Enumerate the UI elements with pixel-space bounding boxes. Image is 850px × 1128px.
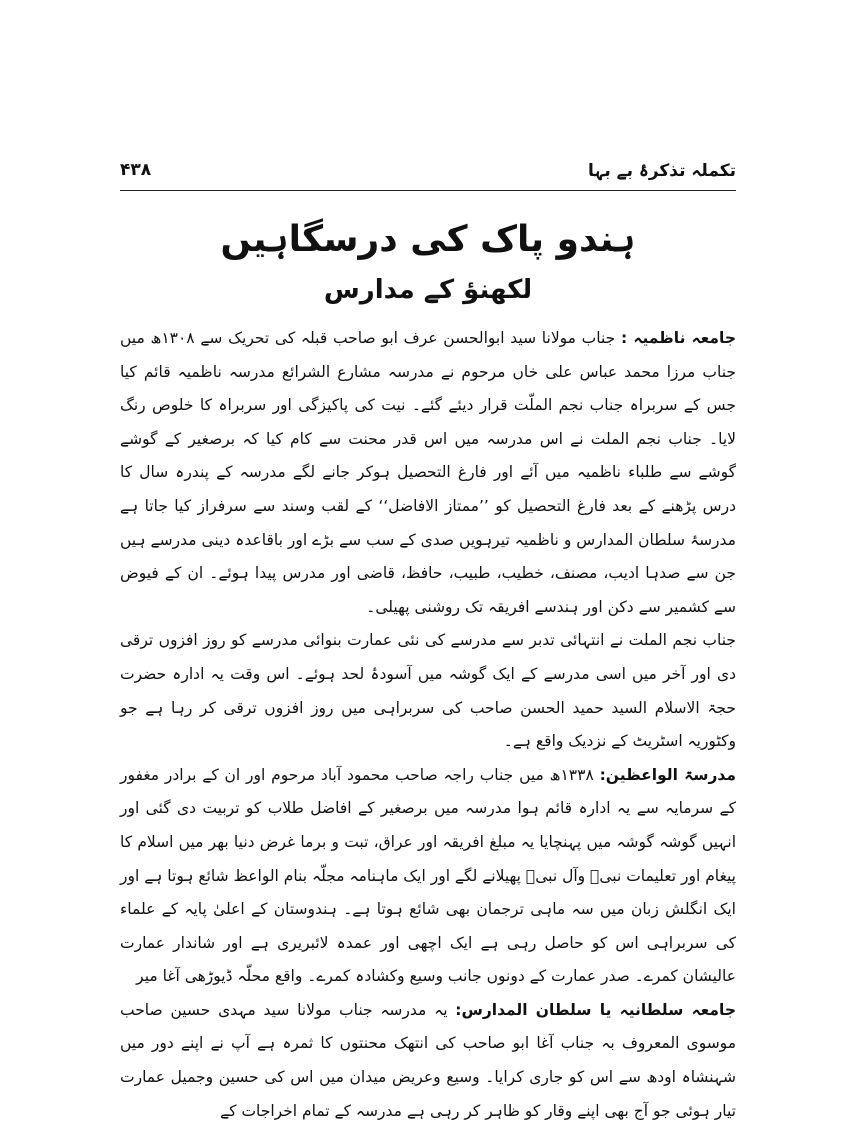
paragraph-text: جناب مولانا سید ابوالحسن عرف ابو صاحب قبلہ کی تحریک سے ۱۳۰۸ھ میں جناب مرزا محمد عباس علی خاں مرحوم نے مدرسہ مشارع الشرائع مدرسہ ناظمیہ قائم کیا جس کے سربراہ جناب نجم الملّت قرار دیئے گئے۔ نیت کی پاکیزگی اور سربراہ کا خلوص رنگ لایا۔ جناب نجم الملت نے اس مدرسہ میں اس قدر محنت سے کام کیا کہ برصغیر کے گوشے گوشے سے طلباء ناظمیہ میں آئے اور فارغ التحصیل ہوکر جانے لگے مدرسہ کے پندرہ سال کا درس پڑھنے کے بعد فارغ التحصیل کو ’’ممتاز الافاضل‘‘ کے لقب وسند سے سرفراز کیا جاتا ہے مدرسۂ سلطان المدارس و ناظمیہ تیرہویں صدی کے سب سے بڑے اور باقاعدہ دینی مدرسے ہیں جن سے صدہا ادیب، مصنف، خطیب، طبیب، حافظ، قاضی اور مدرس پیدا ہوئے۔ ان کے فیوض سے کشمیر سے دکن اور ہندسے افریقہ تک روشنی پھیلی۔ xyxy=(120,329,736,616)
chapter-title: ہندو پاک کی درسگاہیں xyxy=(220,219,636,260)
page-number: ۴۳۸ xyxy=(120,160,152,180)
paragraph-text: یہ مدرسہ جناب مولانا سید مہدی حسین صاحب موسوی المعروف بہ جناب آغا ابو صاحب کی انتھک محنتوں کا ثمرہ ہے آپ نے اپنے دور میں شہنشاہ اودھ سے اس کو جاری کرایا۔ وسیع وعریض میدان میں اس کی حسین وجمیل عمارت تیار ہوئی جو آج بھی اپنے وقار کو ظاہر کر رہی ہے مدرسہ کے تمام اخراجات کے xyxy=(120,1000,736,1120)
paragraph-text: ۱۳۳۸ھ میں جناب راجہ صاحب محمود آباد مرحوم اور ان کے برادر مغفور کے سرمایہ سے یہ ادارہ قائم ہوا مدرسہ میں برصغیر کے افاضل طلاب کو تربیت دی گئی اور انہیں گوشہ گوشہ میں پہنچایا یہ مبلغ افریقہ اور عراق، تبت و برما غرض دنیا بھر میں اسلام کا پیغام اور تعلیمات نبیؐ وآل نبیؐ پھیلانے لگے اور ایک ماہنامہ مجلّہ بنام الواعظ شائع ہوتا ہے اور ایک انگلش زبان میں سہ ماہی ترجمان بھی شائع ہوتا ہے۔ ہندوستان کے اعلیٰ پایہ کے علماء کی سربراہی اس کو حاصل رہی ہے ایک اچھی اور عمدہ لائبریری ہے اور شاندار عمارت عالیشان کمرے۔ صدر عمارت کے دونوں جانب وسیع وکشادہ کمرے۔ واقع محلّہ ڈیوڑھی آغا میر xyxy=(120,765,736,986)
paragraph-jamia-sultania xyxy=(120,994,736,1128)
paragraph-madrasatul-waizeen xyxy=(120,759,736,994)
section-title: لکھنؤ کے مدارس xyxy=(323,275,533,305)
paragraph-heading: جامعہ ناظمیہ : xyxy=(620,329,737,347)
body-text xyxy=(120,322,736,1128)
running-header-title: تکملہ تذکرۂ بے بہا xyxy=(587,161,736,181)
paragraph-jamia-nazmia xyxy=(120,322,736,624)
paragraph-heading: جامعہ سلطانیہ یا سلطان المدارس: xyxy=(455,1000,736,1019)
paragraph-heading: مدرسۃ الواعظین: xyxy=(599,765,736,784)
paragraph-najm-ul-millat xyxy=(120,624,736,758)
paragraph-text: جناب نجم الملت نے انتہائی تدبر سے مدرسے کی نئی عمارت بنوائی مدرسے کو روز افزوں ترقی دی اور آخر میں اسی مدرسے کے ایک گوشہ میں آسودۂ لحد ہوئے۔ اس وقت یہ ادارہ حضرت حجۃ الاسلام السید حمید الحسن صاحب کی سربراہی میں روز افزوں ترقی کر رہا ہے جو وکٹوریہ اسٹریٹ کے نزدیک واقع ہے۔ xyxy=(120,631,736,751)
header-divider xyxy=(120,190,736,191)
running-header xyxy=(120,160,736,188)
